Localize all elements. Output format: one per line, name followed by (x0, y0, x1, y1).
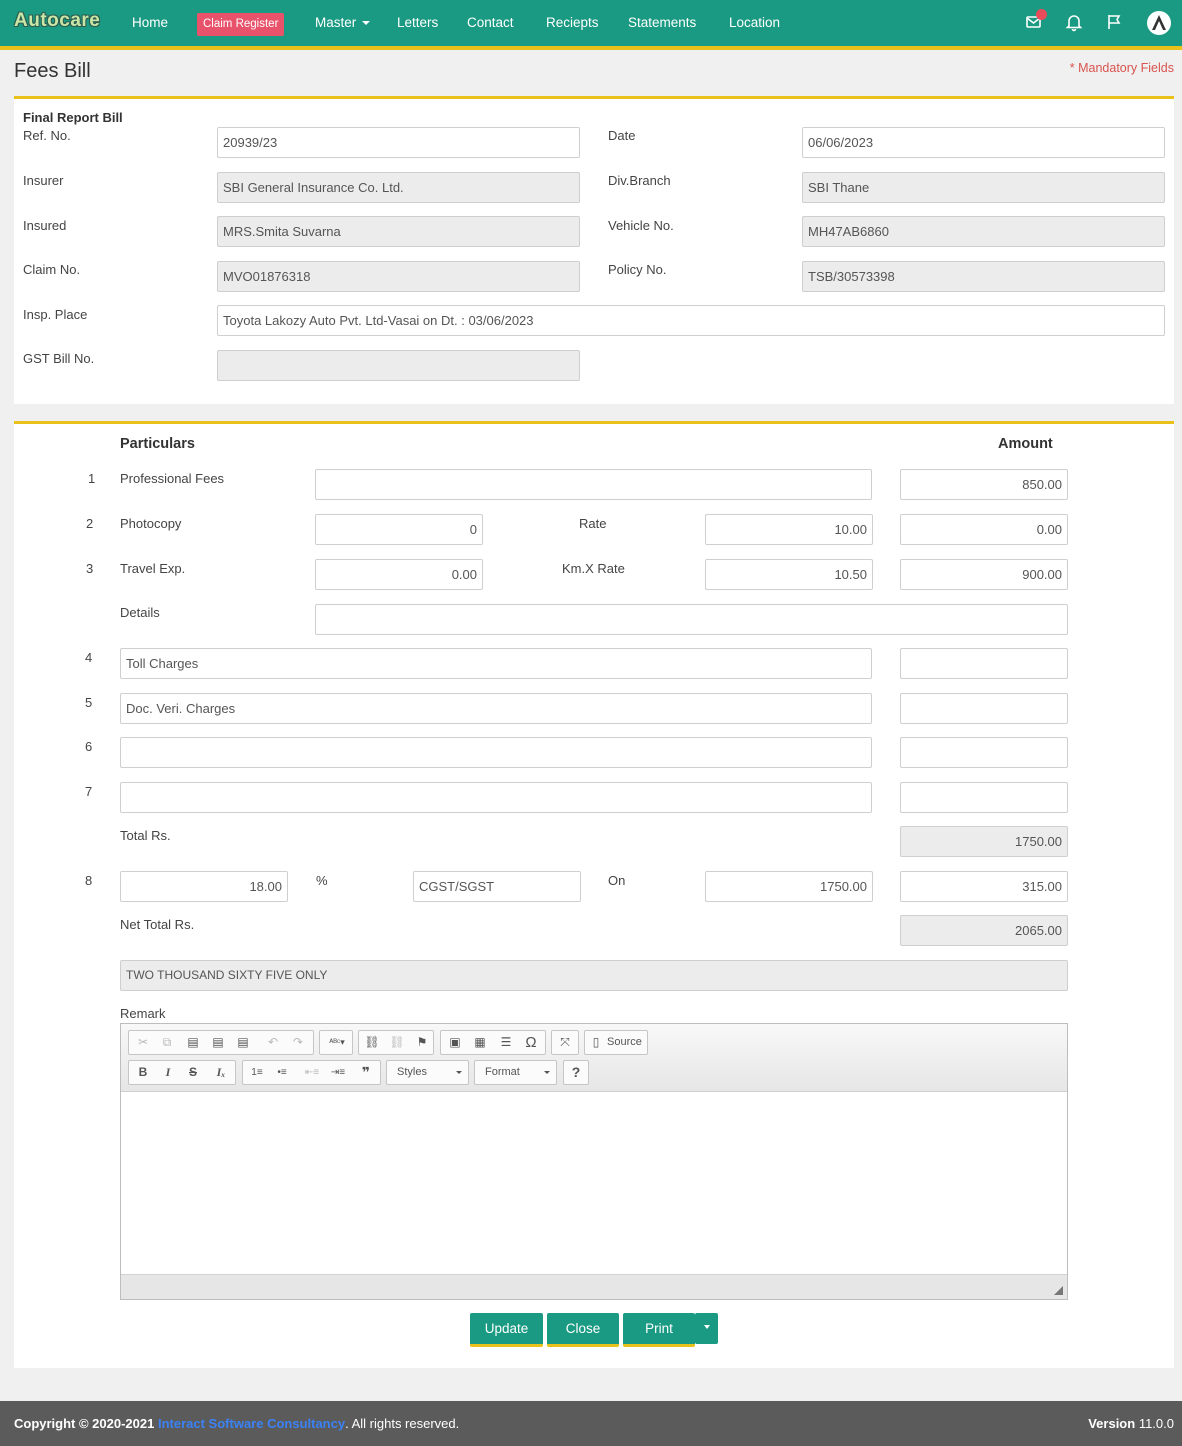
net-total-label: Net Total Rs. (120, 917, 195, 932)
nav-contact[interactable]: Contact (467, 15, 514, 30)
help-group (563, 1060, 589, 1085)
tax-on-input[interactable]: 1750.00 (705, 871, 873, 902)
extra-charge-7-amount[interactable] (900, 782, 1068, 813)
professional-fees-input[interactable] (315, 469, 872, 500)
total-label: Total Rs. (120, 828, 171, 843)
image-icon[interactable]: ▣ (449, 1035, 461, 1049)
nav-letters[interactable]: Letters (397, 15, 439, 30)
print-dropdown-toggle[interactable] (695, 1313, 718, 1344)
close-button[interactable]: Close (547, 1313, 619, 1347)
row-number: 1 (88, 471, 96, 486)
bold-icon[interactable]: B (138, 1065, 148, 1079)
branch-input[interactable]: SBI Thane (802, 172, 1165, 203)
rate-label: Rate (579, 516, 607, 531)
styles-dropdown[interactable] (386, 1060, 469, 1085)
chevron-down-icon (362, 21, 370, 25)
insured-label: Insured (23, 218, 67, 233)
unlink-icon[interactable]: ⛓ (389, 1035, 405, 1049)
vehicle-label: Vehicle No. (608, 218, 674, 233)
insert-group (440, 1030, 546, 1055)
rights-text: . All rights reserved. (345, 1416, 460, 1431)
nav-reciepts[interactable]: Reciepts (546, 15, 599, 30)
net-total-amount[interactable]: 2065.00 (900, 915, 1068, 946)
list-group (242, 1060, 381, 1085)
styles-label: Styles (397, 1066, 427, 1078)
link-group (358, 1030, 434, 1055)
chevron-down-icon (704, 1325, 710, 1329)
ref-label: Ref. No. (23, 128, 71, 143)
toll-charges-input[interactable]: Toll Charges (120, 648, 872, 679)
nav-location[interactable]: Location (729, 15, 781, 30)
numbered-list-icon[interactable]: 1≡ (251, 1067, 263, 1078)
insured-input[interactable]: MRS.Smita Suvarna (217, 216, 580, 247)
percent-label: % (316, 873, 328, 888)
special-char-icon[interactable]: Ω (525, 1034, 537, 1051)
extra-charge-7-input[interactable] (120, 782, 872, 813)
nav-claim-register[interactable]: Claim Register (197, 13, 284, 36)
source-group[interactable] (584, 1030, 648, 1055)
total-amount[interactable]: 1750.00 (900, 826, 1068, 857)
gst-bill-input[interactable] (217, 350, 580, 381)
update-button[interactable]: Update (470, 1313, 543, 1347)
bell-icon[interactable] (1064, 12, 1084, 32)
source-icon: ▯ (592, 1035, 600, 1049)
claim-no-input[interactable]: MVO01876318 (217, 261, 580, 292)
section-title: Final Report Bill (23, 110, 123, 125)
nav-master[interactable] (315, 15, 370, 30)
branch-label: Div.Branch (608, 173, 671, 188)
date-input[interactable]: 06/06/2023 (802, 127, 1165, 158)
amount-in-words[interactable]: TWO THOUSAND SIXTY FIVE ONLY (120, 960, 1068, 991)
paste-text-icon[interactable]: ▤ (212, 1035, 224, 1049)
clipboard-group (128, 1030, 314, 1055)
insp-place-input[interactable]: Toyota Lakozy Auto Pvt. Ltd-Vasai on Dt. : 03/06/2023 (217, 305, 1165, 336)
version-value: 11.0.0 (1138, 1416, 1174, 1431)
row-number: 2 (86, 516, 94, 531)
redo-icon[interactable]: ↷ (292, 1035, 304, 1049)
nav-home[interactable]: Home (132, 15, 169, 30)
source-label: Source (607, 1036, 642, 1048)
italic-icon[interactable]: I (165, 1065, 171, 1079)
details-input[interactable] (315, 604, 1068, 635)
copyright-text (14, 1416, 459, 1431)
travel-amount[interactable]: 900.00 (900, 559, 1068, 590)
extra-charge-6-amount[interactable] (900, 737, 1068, 768)
photocopy-rate-input[interactable]: 10.00 (705, 514, 873, 545)
vehicle-input[interactable]: MH47AB6860 (802, 216, 1165, 247)
km-rate-label: Km.X Rate (562, 561, 625, 576)
chevron-down-icon (544, 1071, 550, 1074)
top-navbar (0, 0, 1182, 50)
photocopy-qty-input[interactable]: 0 (315, 514, 483, 545)
photocopy-amount[interactable]: 0.00 (900, 514, 1068, 545)
row-number: 8 (85, 873, 93, 888)
particulars-header: Particulars (120, 436, 195, 452)
row-number: 4 (85, 650, 93, 665)
bulleted-list-icon[interactable]: •≡ (277, 1067, 287, 1078)
version-label: Version (1088, 1416, 1136, 1431)
basic-styles-group (128, 1060, 236, 1085)
print-button[interactable]: Print (623, 1313, 695, 1347)
tax-rate-input[interactable]: 18.00 (120, 871, 288, 902)
strikethrough-icon[interactable]: S (188, 1065, 197, 1079)
tax-on-label: On (608, 873, 626, 888)
anchor-flag-icon[interactable]: ⚑ (416, 1035, 428, 1049)
maximize-group (551, 1030, 579, 1055)
format-label: Format (485, 1066, 520, 1078)
row-number: 5 (85, 695, 93, 710)
travel-km-input[interactable]: 0.00 (315, 559, 483, 590)
version-text (1088, 1416, 1174, 1431)
row-number: 3 (86, 561, 94, 576)
professional-fees-amount[interactable]: 850.00 (900, 469, 1068, 500)
policy-no-input[interactable]: TSB/30573398 (802, 261, 1165, 292)
details-label: Details (120, 605, 160, 620)
flag-icon[interactable] (1104, 12, 1124, 32)
bill-details-panel (14, 96, 1174, 404)
undo-icon[interactable]: ↶ (267, 1035, 279, 1049)
format-dropdown[interactable] (474, 1060, 557, 1085)
travel-exp-label: Travel Exp. (120, 561, 186, 576)
doc-veri-charges-input[interactable]: Doc. Veri. Charges (120, 693, 872, 724)
doc-veri-charges-amount[interactable] (900, 693, 1068, 724)
row-number: 6 (85, 739, 93, 754)
tax-type-input[interactable]: CGST/SGST (413, 871, 581, 902)
insurer-label: Insurer (23, 173, 64, 188)
chevron-down-icon (456, 1071, 462, 1074)
claim-label: Claim No. (23, 262, 81, 277)
row-number: 7 (85, 784, 93, 799)
outdent-icon[interactable]: ⇤≡ (304, 1067, 320, 1078)
amount-header: Amount (998, 436, 1053, 452)
paste-icon[interactable]: ▤ (187, 1035, 199, 1049)
nav-statements[interactable]: Statements (628, 15, 697, 30)
indent-icon[interactable]: ⇥≡ (330, 1067, 346, 1078)
insurer-input[interactable]: SBI General Insurance Co. Ltd. (217, 172, 580, 203)
ref-no-input[interactable]: 20939/23 (217, 127, 580, 158)
cut-icon[interactable]: ✂ (137, 1035, 149, 1049)
professional-fees-label: Professional Fees (120, 471, 225, 486)
copyright-label: Copyright © 2020-2021 (14, 1416, 155, 1431)
remark-editor (120, 1023, 1068, 1300)
policy-label: Policy No. (608, 262, 667, 277)
copy-icon[interactable]: ⧉ (162, 1035, 172, 1049)
travel-rate-input[interactable]: 10.50 (705, 559, 873, 590)
editor-content-area[interactable] (121, 1093, 1067, 1275)
spellcheck-icon[interactable]: ᴬᴮᶜ▾ (329, 1037, 345, 1047)
company-link[interactable]: Interact Software Consultancy (157, 1416, 346, 1431)
date-label: Date (608, 128, 636, 143)
toll-charges-amount[interactable] (900, 648, 1068, 679)
editor-statusbar (121, 1274, 1067, 1299)
page-footer (0, 1401, 1182, 1446)
remove-format-icon[interactable]: Iₓ (216, 1065, 226, 1079)
insp-place-label: Insp. Place (23, 307, 88, 322)
brand-logo[interactable]: Autocare (14, 10, 101, 31)
horizontal-line-icon[interactable]: ☰ (500, 1035, 512, 1049)
tax-amount[interactable]: 315.00 (900, 871, 1068, 902)
particulars-panel (14, 421, 1174, 1368)
paste-word-icon[interactable]: ▤ (237, 1035, 249, 1049)
link-icon[interactable]: ⛓ (364, 1035, 380, 1049)
mandatory-fields-note: * Mandatory Fields (1069, 61, 1174, 75)
spellcheck-group (319, 1030, 353, 1055)
help-icon[interactable]: ? (571, 1064, 581, 1080)
maximize-icon[interactable]: ⤧ (560, 1035, 570, 1049)
extra-charge-6-input[interactable] (120, 737, 872, 768)
avatar[interactable] (1147, 11, 1171, 35)
mail-icon[interactable] (1024, 12, 1044, 32)
blockquote-icon[interactable]: ❞ (361, 1064, 371, 1080)
nav-master-label: Master (315, 15, 357, 30)
resize-handle-icon[interactable] (1054, 1286, 1063, 1295)
page-title: Fees Bill (14, 60, 91, 82)
remark-label: Remark (120, 1006, 166, 1021)
notification-badge (1036, 9, 1047, 20)
table-icon[interactable]: ▦ (474, 1035, 486, 1049)
gst-bill-label: GST Bill No. (23, 351, 95, 366)
photocopy-label: Photocopy (120, 516, 182, 531)
editor-toolbar (121, 1024, 1067, 1092)
